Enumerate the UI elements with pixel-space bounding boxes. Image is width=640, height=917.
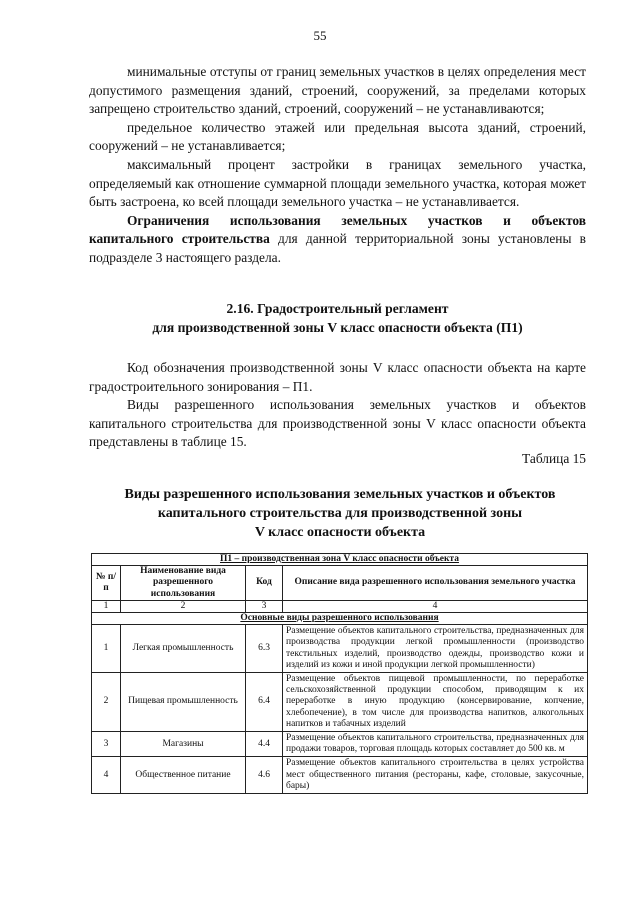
permitted-uses-table: [91, 553, 588, 794]
header-num: № п/п: [92, 566, 121, 601]
col-number: 2: [121, 600, 246, 612]
restrictions-bold: Ограничения использования земельных участков и объектов капитального строительства: [89, 212, 586, 247]
row-name: Магазины: [121, 732, 246, 757]
row-num: 1: [92, 625, 121, 673]
row-num: 3: [92, 732, 121, 757]
table-title-line1: Виды разрешенного использования земельных участков и объектов: [124, 487, 556, 502]
row-name: Пищевая промышленность: [121, 673, 246, 732]
zone-text: [89, 359, 586, 452]
table-title-line3: V класс опасности объекта: [254, 525, 426, 540]
col-number: 3: [246, 600, 283, 612]
col-number: 4: [283, 600, 588, 612]
header-name: Наименование вида разрешенного использования: [121, 566, 246, 601]
paragraph-coverage: максимальный процент застройки в границах земельного участка, определяемый как отношение суммарной площади земельного участка, которая может быть застроена, ко всей площади земельного участка – не устанавливается.: [89, 156, 586, 210]
header-desc: Описание вида разрешенного использования земельного участка: [283, 566, 588, 601]
row-desc: Размещение объектов капитального строительства в целях устройства мест общественного питания (рестораны, кафе, столовые, закусочные, бары): [283, 757, 588, 794]
table-row: [92, 673, 588, 732]
row-name: Общественное питание: [121, 757, 246, 794]
table-subcaption: Основные виды разрешенного использования: [92, 613, 588, 625]
paragraph-types: Виды разрешенного использования земельных участков и объектов капитального строительства для производственной зоны V класс опасности объекта представлены в таблице 15.: [89, 397, 586, 450]
section-title: [89, 299, 586, 337]
row-code: 4.6: [246, 757, 283, 794]
section-title-line2: для производственной зоны V класс опасности объекта (П1): [152, 320, 523, 335]
row-desc: Размещение объектов капитального строительства, предназначенных для продажи товаров, торговая площадь которых составляет до 500 кв. м: [283, 732, 588, 757]
paragraph-setbacks: минимальные отступы от границ земельных участков в целях определения мест допустимого размещения зданий, строений, сооружений, за пределами которых запрещено строительство зданий, строений, сооружений – не устанавливаются;: [89, 64, 586, 117]
header-code: Код: [246, 566, 283, 601]
table-row: [92, 757, 588, 794]
table-title: [60, 485, 620, 542]
paragraph-floors: предельное количество этажей или предельная высота зданий, строений, сооружений – не устанавливается;: [89, 119, 586, 154]
col-number: 1: [92, 600, 121, 612]
table-row: [92, 625, 588, 673]
paragraph-restrictions: [89, 212, 586, 268]
table-row: [92, 732, 588, 757]
row-code: 4.4: [246, 732, 283, 757]
row-desc: Размещение объектов капитального строительства, предназначенных для производства продукции легкой промышленности (производство текстильных изделий, производство одежды, производство кожи и изделий из кожи и иной продукции легкой промышленности): [283, 625, 588, 673]
row-code: 6.4: [246, 673, 283, 732]
table-caption: П1 – производственная зона V класс опасности объекта: [92, 554, 588, 566]
table-label: Таблица 15: [522, 451, 586, 466]
restrictions-rest: для данной территориальной зоны установлены в подразделе 3 настоящего раздела.: [89, 231, 586, 265]
paragraph-code: Код обозначения производственной зоны V класс опасности объекта на карте градостроительного зонирования – П1.: [89, 360, 586, 394]
row-name: Легкая промышленность: [121, 625, 246, 673]
table-title-line2: капитального строительства для производственной зоны: [157, 506, 523, 521]
row-code: 6.3: [246, 625, 283, 673]
row-num: 2: [92, 673, 121, 732]
page-number: 55: [313, 28, 327, 43]
regulation-text: [89, 63, 586, 268]
row-num: 4: [92, 757, 121, 794]
row-desc: Размещение объектов пищевой промышленности, по переработке сельскохозяйственной продукции способом, приводящим к их переработке в иную продукцию (консервирование, копчение, хлебопечение), в том числе для производства напитков, алкогольных напитков и табачных изделий: [283, 673, 588, 732]
section-title-line1: 2.16. Градостроительный регламент: [226, 301, 449, 316]
